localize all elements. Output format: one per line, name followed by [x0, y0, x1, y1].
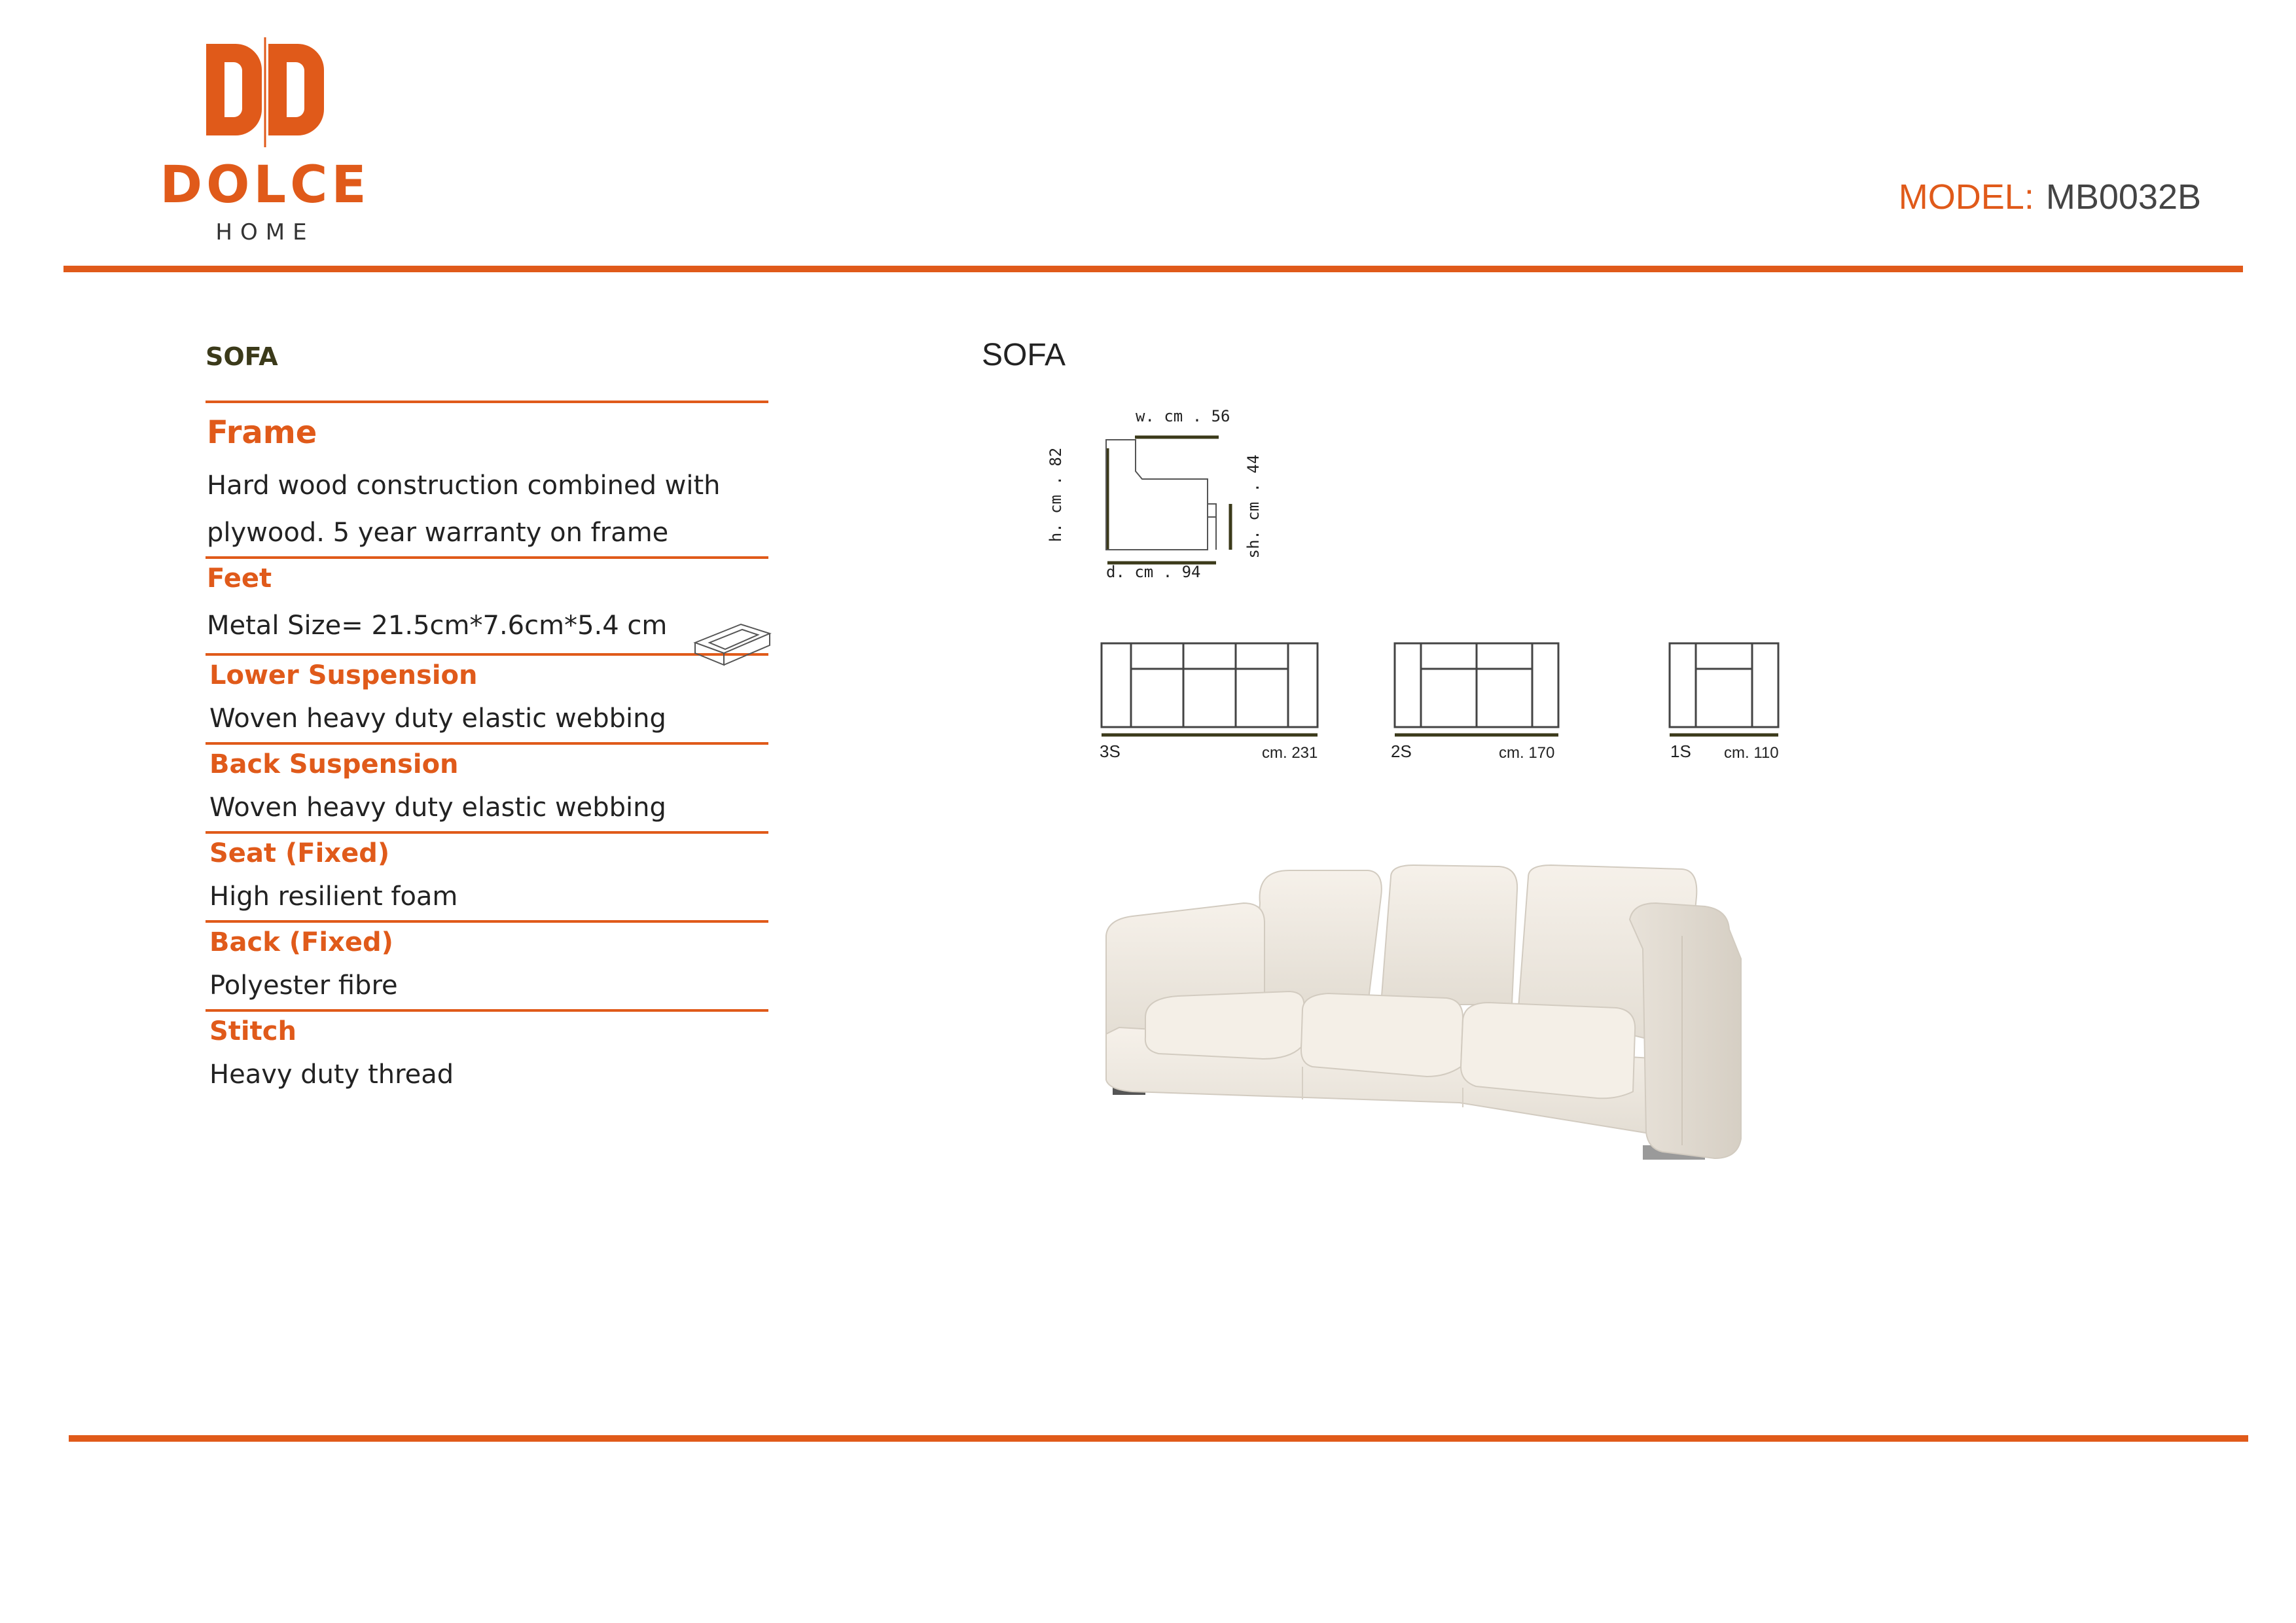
model-info [1899, 177, 2201, 217]
size-code-3s: 3S [1100, 741, 1121, 761]
spec-text: plywood. 5 year warranty on frame [207, 518, 669, 548]
spec-heading: Frame [207, 414, 317, 451]
brand-name: DOLCE [160, 156, 370, 215]
dimension-depth: d. cm . 94 [1106, 563, 1201, 581]
top-view-1-seater [1666, 638, 1784, 743]
size-width-3s: cm. 231 [1262, 744, 1318, 762]
header-divider [63, 266, 2243, 272]
spec-table [206, 340, 768, 1098]
spec-text: Woven heavy duty elastic webbing [209, 704, 666, 734]
spec-text: Hard wood construction combined with [207, 471, 721, 501]
brand-subtitle: HOME [215, 219, 315, 245]
footer-divider [69, 1435, 2248, 1442]
size-width-2s: cm. 170 [1499, 744, 1555, 762]
spec-heading: Seat (Fixed) [209, 838, 390, 868]
dimension-height: h. cm . 82 [1047, 447, 1065, 543]
spec-text: Metal Size= 21.5cm*7.6cm*5.4 cm [207, 611, 668, 641]
spec-row-stitch [206, 1012, 768, 1098]
spec-heading: Lower Suspension [209, 660, 478, 690]
spec-heading: Feet [207, 563, 272, 594]
spec-text: Heavy duty thread [209, 1060, 454, 1090]
spec-text: High resilient foam [209, 882, 458, 912]
spec-text: Polyester fibre [209, 971, 398, 1001]
spec-heading: Stitch [209, 1016, 296, 1046]
sofa-product-photo [1093, 851, 1767, 1191]
spec-row-lower-suspension [206, 656, 768, 745]
spec-heading: Back (Fixed) [209, 927, 393, 957]
spec-row-back [206, 923, 768, 1012]
brand-logo-mark [151, 36, 380, 154]
spec-row-feet [206, 559, 768, 656]
model-number: MB0032B [2045, 177, 2201, 217]
dimension-seat-height: sh. cm . 44 [1244, 454, 1263, 559]
spec-title: SOFA [206, 340, 768, 403]
size-width-1s: cm. 110 [1724, 744, 1779, 762]
spec-text: Woven heavy duty elastic webbing [209, 793, 666, 823]
spec-row-back-suspension [206, 745, 768, 834]
diagram-heading: SOFA [982, 338, 1066, 372]
spec-heading: Back Suspension [209, 749, 459, 779]
dimension-width: w. cm . 56 [1136, 407, 1230, 425]
spec-row-frame [206, 403, 768, 559]
model-label: MODEL: [1898, 177, 2034, 217]
size-code-2s: 2S [1391, 741, 1412, 761]
top-view-3-seater [1096, 638, 1325, 743]
size-code-1s: 1S [1670, 741, 1691, 761]
spec-row-seat [206, 834, 768, 923]
top-view-2-seater [1391, 638, 1568, 743]
